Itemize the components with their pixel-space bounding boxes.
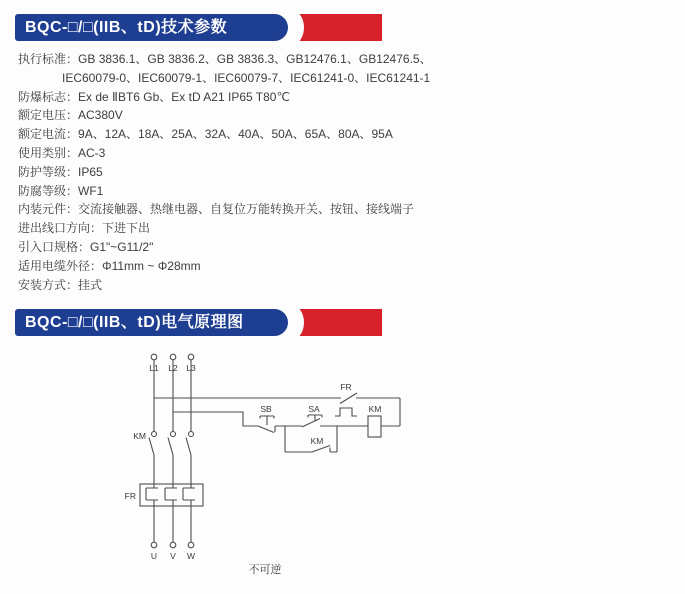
label-l1: L1 bbox=[149, 363, 159, 373]
spec-row bbox=[18, 257, 668, 276]
spec-value: Φ11mm ~ Φ28mm bbox=[102, 258, 201, 273]
fr-heater-element bbox=[146, 484, 158, 506]
label-km-main: KM bbox=[133, 431, 146, 441]
schematic-labels bbox=[125, 363, 382, 576]
spec-row bbox=[18, 88, 668, 107]
spec-row bbox=[18, 163, 668, 182]
spec-label: 引入口规格： bbox=[18, 239, 91, 254]
spec-row bbox=[18, 276, 668, 295]
spec-value: 挂式 bbox=[78, 277, 103, 292]
spec-list bbox=[18, 50, 668, 294]
label-l3: L3 bbox=[186, 363, 196, 373]
fr-heater-element bbox=[183, 484, 195, 506]
control-l2-rail bbox=[173, 412, 258, 426]
spec-row bbox=[18, 144, 668, 163]
spec-value: 下进下出 bbox=[102, 221, 151, 236]
terminal-w bbox=[188, 542, 194, 548]
km-coil bbox=[368, 416, 381, 437]
terminal-u bbox=[151, 542, 157, 548]
label-km-coil: KM bbox=[368, 404, 382, 414]
spec-value: AC380V bbox=[78, 108, 123, 123]
spec-value: 9A、12A、18A、25A、32A、40A、50A、65A、80A、95A bbox=[78, 127, 393, 142]
spec-row bbox=[18, 106, 668, 125]
terminal-l2 bbox=[170, 354, 176, 360]
label-km-aux: KM bbox=[310, 436, 324, 446]
section-header-tech-params bbox=[15, 14, 387, 41]
spec-label: 防腐等级： bbox=[18, 183, 79, 198]
spec-label: 防爆标志： bbox=[18, 89, 79, 104]
phase-wires-bottom bbox=[154, 506, 191, 542]
label-v: V bbox=[170, 551, 176, 561]
km-contact-terminal bbox=[152, 432, 157, 437]
label-u: U bbox=[150, 551, 158, 561]
spec-label: 额定电流： bbox=[18, 127, 79, 142]
km-contact-blades bbox=[149, 438, 191, 456]
spec-value: WF1 bbox=[78, 183, 104, 198]
km-contact-terminal bbox=[189, 432, 194, 437]
spec-row bbox=[18, 125, 668, 144]
spec-value: IP65 bbox=[78, 164, 103, 179]
label-w: W bbox=[186, 551, 196, 561]
spec-row bbox=[18, 182, 668, 201]
spec-label: 防护等级： bbox=[18, 164, 79, 179]
spec-label: 适用电缆外径： bbox=[18, 258, 103, 273]
fr-thermal-symbol bbox=[335, 408, 357, 416]
spec-value: G1"~G11/2" bbox=[90, 239, 154, 254]
spec-label: 使用类别： bbox=[18, 145, 79, 160]
spec-value: Ex de ⅡBT6 Gb、Ex tD A21 IP65 T80℃ bbox=[78, 89, 290, 104]
spec-row bbox=[18, 200, 668, 219]
schematic-diagram bbox=[100, 345, 440, 593]
terminal-l1 bbox=[151, 354, 157, 360]
section-title-schematic: BQC-□/□(IIB、tD)电气原理图 bbox=[15, 309, 288, 336]
spec-value: GB 3836.1、GB 3836.2、GB 3836.3、GB12476.1、GB12476.5、 bbox=[78, 52, 432, 66]
fr-relay-box bbox=[140, 484, 203, 506]
spec-row bbox=[18, 238, 668, 257]
km-contact-terminal bbox=[171, 432, 176, 437]
spec-label: 执行标准： bbox=[18, 52, 79, 66]
fr-heater-element bbox=[165, 484, 177, 506]
header-ribbon-red bbox=[293, 14, 382, 41]
label-fr-main: FR bbox=[124, 491, 136, 501]
section-header-schematic bbox=[15, 309, 387, 336]
spec-label: 安装方式： bbox=[18, 277, 79, 292]
header-ribbon-red bbox=[293, 309, 382, 336]
spec-row bbox=[18, 50, 668, 69]
schematic-caption: 不可逆 bbox=[248, 564, 282, 576]
spec-value: IEC60079-0、IEC60079-1、IEC60079-7、IEC61241-0、IEC61241-1 bbox=[62, 70, 431, 85]
spec-label: 进出线口方向： bbox=[18, 221, 103, 236]
terminal-v bbox=[170, 542, 176, 548]
label-sb: SB bbox=[260, 404, 272, 414]
phase-wires-mid bbox=[154, 455, 191, 484]
fr-contact-blade bbox=[340, 393, 357, 404]
schematic-wires bbox=[140, 354, 400, 548]
spec-row-continuation bbox=[18, 69, 668, 88]
spec-label: 额定电压： bbox=[18, 108, 79, 123]
section-title-tech-params: BQC-□/□(IIB、tD)技术参数 bbox=[15, 14, 288, 41]
label-fr-contact: FR bbox=[340, 382, 352, 392]
sb-pushbutton bbox=[258, 416, 302, 433]
spec-value: 交流接触器、热继电器、自复位万能转换开关、按钮、接线端子 bbox=[78, 202, 415, 217]
sa-switch bbox=[302, 415, 368, 427]
label-sa: SA bbox=[308, 404, 320, 414]
terminal-l3 bbox=[188, 354, 194, 360]
spec-value: AC-3 bbox=[78, 145, 106, 160]
label-l2: L2 bbox=[168, 363, 178, 373]
spec-label: 内装元件： bbox=[18, 202, 79, 217]
spec-row bbox=[18, 219, 668, 238]
